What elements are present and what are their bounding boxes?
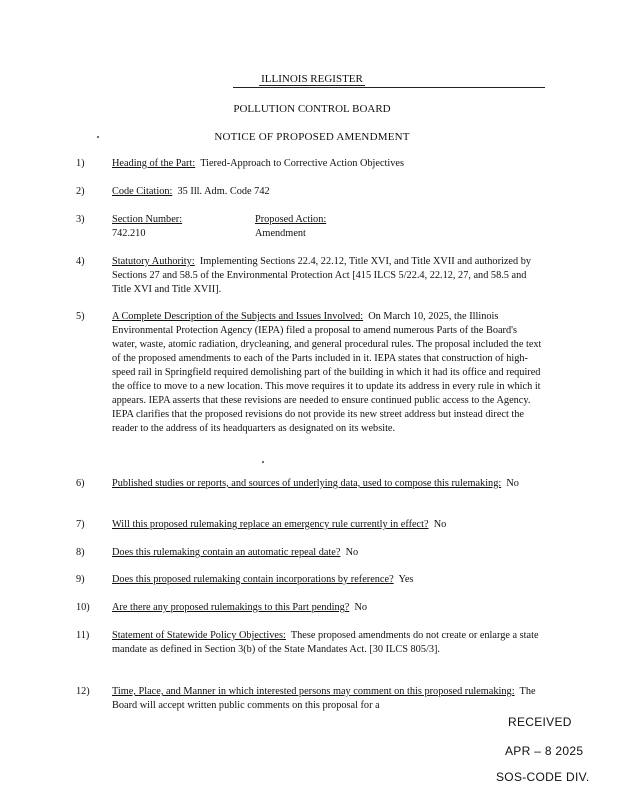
item-number: 5) — [76, 311, 85, 322]
item-number: 9) — [76, 574, 85, 585]
item-number: 2) — [76, 186, 85, 197]
item-text: Yes — [398, 574, 414, 585]
proposed-action-label: Proposed Action: — [255, 214, 327, 225]
item-label: Statutory Authority: — [112, 256, 195, 267]
item-number: 3) — [76, 214, 85, 225]
item-label: Time, Place, and Manner in which interested persons may comment on this proposed rulemaking: — [112, 686, 515, 697]
item-number: 1) — [76, 158, 85, 169]
item-text: The Board will accept written public comments on this proposal for a — [112, 686, 536, 711]
received-date-stamp: APR – 8 2025 — [505, 744, 584, 758]
item-number: 10) — [76, 602, 90, 613]
item-label: A Complete Description of the Subjects and Issues Involved: — [112, 311, 364, 322]
item-label: Heading of the Part: — [112, 158, 196, 169]
scan-speck — [262, 461, 264, 463]
item-number: 12) — [76, 686, 90, 697]
item-label: Will this proposed rulemaking replace an emergency rule currently in effect? — [112, 519, 429, 530]
item-label: Statement of Statewide Policy Objectives: — [112, 630, 286, 641]
item-number: 6) — [76, 478, 85, 489]
item-number: 7) — [76, 519, 85, 530]
item-label: Published studies or reports, and sources of underlying data, used to compose this rulemaking: — [112, 478, 502, 489]
register-title: ILLINOIS REGISTER — [261, 73, 363, 85]
proposed-action-value: Amendment — [255, 228, 306, 239]
item-number: 11) — [76, 630, 90, 641]
item-number: 4) — [76, 256, 85, 267]
item-label: Code Citation: — [112, 186, 173, 197]
item-label: Does this proposed rulemaking contain incorporations by reference? — [112, 574, 394, 585]
item-label: Are there any proposed rulemakings to this Part pending? — [112, 602, 350, 613]
board-name: POLLUTION CONTROL BOARD — [233, 103, 391, 115]
item-text: No — [345, 547, 359, 558]
item-number: 8) — [76, 547, 85, 558]
item-text: Implementing Sections 22.4, 22.12, Title XVI, and Title XVII and authorized by Sections 27 and 58.5 of the Environmental Protection Act [415 ILCS 5/22.4, 22.12, 27, and 58.5 and Title XVI and Title XVII]. — [112, 256, 532, 295]
notice-title: NOTICE OF PROPOSED AMENDMENT — [214, 131, 410, 143]
item-text: 35 Ill. Adm. Code 742 — [177, 186, 270, 197]
item-label: Does this rulemaking contain an automatic repeal date? — [112, 547, 341, 558]
scan-speck — [97, 136, 99, 138]
item-text: No — [506, 478, 519, 489]
item-text: Tiered-Approach to Corrective Action Objectives — [200, 158, 404, 169]
received-stamp: RECEIVED — [508, 715, 572, 729]
item-text: These proposed amendments do not create or enlarge a state mandate as defined in Section 3(b) of the State Mandates Act. [30 ILCS 805/3]. — [112, 630, 539, 655]
section-number-label: Section Number: — [112, 214, 183, 225]
item-text: No — [433, 519, 447, 530]
header-rule — [233, 87, 545, 88]
section-number-value: 742.210 — [112, 228, 146, 239]
item-text: On March 10, 2025, the Illinois Environmental Protection Agency (IEPA) filed a proposal to amend numerous Parts of the Board's water, waste, atomic radiation, drycleaning, and general procedural rules. The proposal included the text of the proposed amendments to each of the Parts included in it. IEPA states that construction of high-speed rail in Springfield required demolishing part of the building in which it had its office and required the office to move to a new location. This move requires it to update its address in every rule in which it appears. IEPA asserts that these revisions are needed to ensure continued public access to the Agency. IEPA clarifies that the proposed revisions do not provide its new street address but instead direct the reader to the address of its headquarters as designated on its website. — [112, 311, 542, 434]
item-text: No — [354, 602, 368, 613]
division-stamp: SOS-CODE DIV. — [496, 770, 590, 784]
